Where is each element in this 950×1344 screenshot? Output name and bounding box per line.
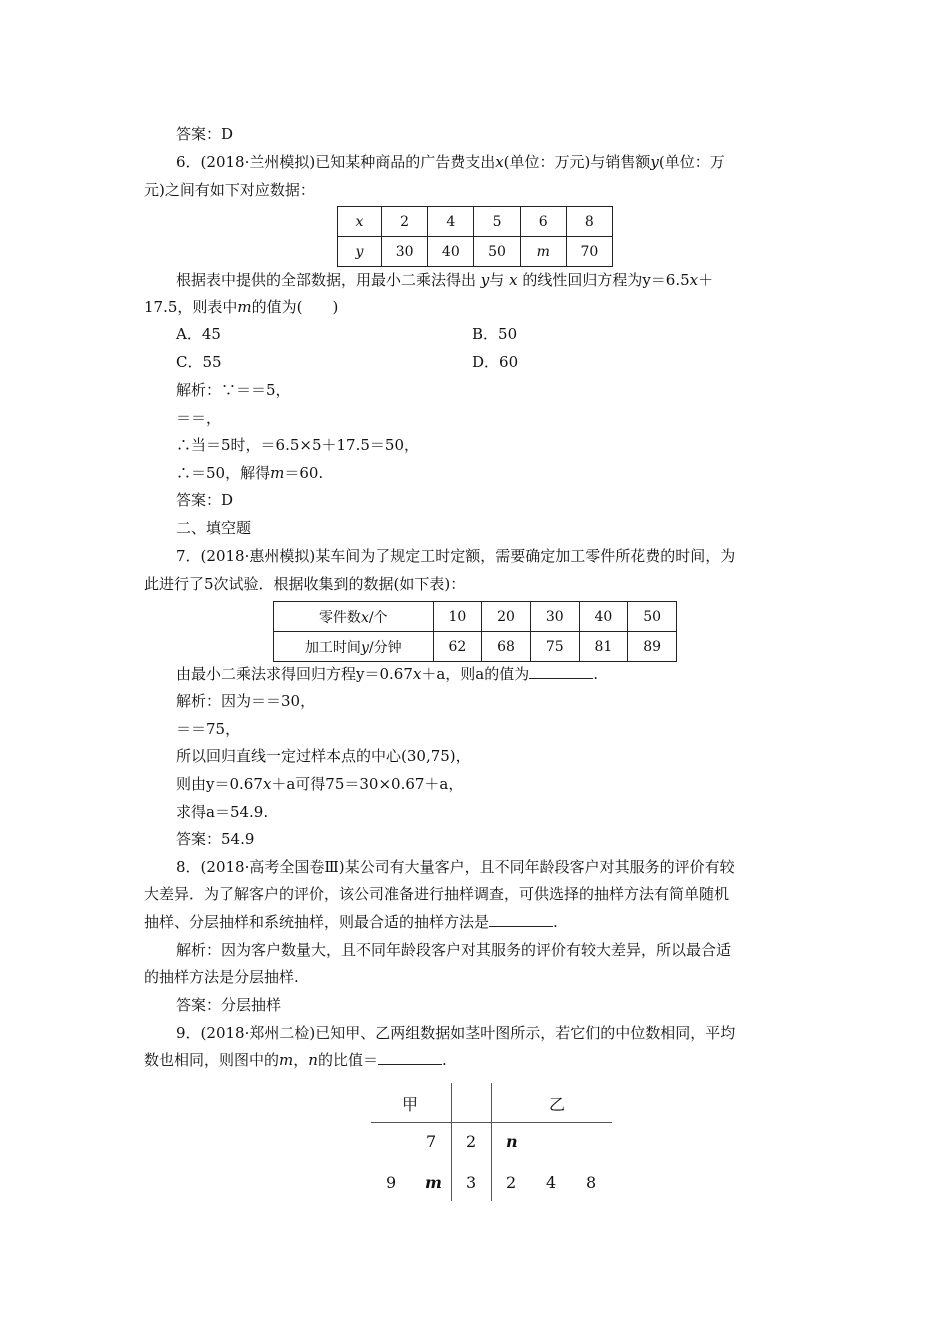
- q6-line4: 17.5，则表中m的值为( ): [144, 298, 339, 316]
- q6-solution-3: ∴当＝5时，＝6.5×5＋17.5＝50，: [176, 436, 419, 454]
- table-row: [274, 632, 677, 662]
- answer-blank: [529, 664, 593, 679]
- plot-divider: [451, 1083, 452, 1201]
- q7-solution-5: 求得a＝54.9.: [176, 803, 269, 821]
- answer-blank: [378, 1050, 442, 1065]
- table-cell: 50: [628, 602, 677, 632]
- option-b: B．50: [472, 325, 518, 343]
- answer-5: 答案：D: [176, 125, 234, 143]
- q7-line1: 7．(2018·惠州模拟)某车间为了规定工时定额，需要确定加工零件所花费的时间，为: [176, 547, 736, 565]
- answer-blank: [489, 912, 553, 927]
- section-heading: 二、填空题: [176, 519, 252, 537]
- q7-solution-2: ＝＝75，: [176, 720, 241, 738]
- q7-solution-3: 所以回归直线一定过样本点的中心(30,75)，: [176, 747, 471, 765]
- table-cell: 81: [579, 632, 628, 662]
- q6-data-table: [337, 206, 613, 267]
- stem-value: 2: [466, 1132, 477, 1151]
- table-cell: m: [520, 237, 566, 267]
- q6-solution-1: 解析：∵＝＝5，: [176, 381, 291, 399]
- leaf-right: 2: [506, 1173, 517, 1192]
- table-cell: y: [338, 237, 382, 267]
- table-row: [338, 207, 613, 237]
- answer-8: 答案：分层抽样: [176, 996, 282, 1014]
- q7-line3: 由最小二乘法求得回归方程y＝0.67x＋a，则a的值为 .: [176, 665, 599, 683]
- q7-solution-1: 解析：因为＝＝30，: [176, 692, 316, 710]
- option-c: C．55: [176, 353, 222, 371]
- table-cell: 30: [530, 602, 579, 632]
- leaf-left: 9: [386, 1173, 397, 1192]
- table-row: [274, 602, 677, 632]
- q7-data-table: [273, 601, 677, 662]
- q7-solution-4: 则由y＝0.67x＋a可得75＝30×0.67＋a，: [176, 775, 464, 793]
- q7-line2: 此进行了5次试验．根据收集到的数据(如下表)：: [144, 575, 466, 593]
- leaf-left: 7: [426, 1132, 437, 1151]
- plot-divider: [491, 1083, 492, 1201]
- table-cell: 75: [530, 632, 579, 662]
- table-cell: 5: [474, 207, 520, 237]
- header-jia: 甲: [402, 1095, 419, 1114]
- q6-solution-2: ＝＝，: [176, 409, 222, 427]
- stem-value: 3: [466, 1173, 477, 1192]
- option-a: A．45: [176, 325, 221, 343]
- header-yi: 乙: [549, 1095, 566, 1114]
- table-cell: 50: [474, 237, 520, 267]
- table-cell: 70: [566, 237, 612, 267]
- table-cell: 68: [482, 632, 531, 662]
- q6-line3: 根据表中提供的全部数据，用最小二乘法得出 y与 x 的线性回归方程为y＝6.5x＋: [176, 271, 714, 289]
- table-cell: 10: [433, 602, 482, 632]
- q8-line2: 大差异．为了解客户的评价，该公司准备进行抽样调查，可供选择的抽样方法有简单随机: [144, 885, 730, 903]
- table-cell: 零件数x/个: [274, 602, 434, 632]
- table-cell: 加工时间y/分钟: [274, 632, 434, 662]
- table-cell: 40: [579, 602, 628, 632]
- table-cell: 89: [628, 632, 677, 662]
- table-cell: 30: [382, 237, 428, 267]
- table-cell: 4: [428, 207, 474, 237]
- q8-line3: 抽样、分层抽样和系统抽样，则最合适的抽样方法是 .: [144, 913, 558, 931]
- table-cell: 40: [428, 237, 474, 267]
- table-cell: x: [338, 207, 382, 237]
- table-cell: 2: [382, 207, 428, 237]
- answer-6: 答案：D: [176, 491, 234, 509]
- table-cell: 62: [433, 632, 482, 662]
- option-d: D．60: [472, 353, 519, 371]
- q6-line2: 元)之间有如下对应数据：: [144, 181, 315, 199]
- q6-solution-4: ∴＝50，解得m＝60.: [176, 464, 324, 482]
- q6-line1: 6．(2018·兰州模拟)已知某种商品的广告费支出x(单位：万元)与销售额y(单位：万: [176, 153, 725, 171]
- q8-solution-1: 解析：因为客户数量大，且不同年龄段客户对其服务的评价有较大差异，所以最合适: [176, 941, 732, 959]
- answer-7: 答案：54.9: [176, 830, 255, 848]
- q8-solution-2: 的抽样方法是分层抽样.: [144, 968, 299, 986]
- q9-line2: 数也相同，则图中的m，n的比值＝ .: [144, 1051, 447, 1069]
- q8-line1: 8．(2018·高考全国卷Ⅲ)某公司有大量客户，且不同年龄段客户对其服务的评价有较: [176, 858, 735, 876]
- leaf-left: m: [425, 1173, 442, 1192]
- table-row: [338, 237, 613, 267]
- leaf-right: 4: [546, 1173, 557, 1192]
- table-cell: 20: [482, 602, 531, 632]
- table-cell: 6: [520, 207, 566, 237]
- table-cell: 8: [566, 207, 612, 237]
- leaf-right: 8: [586, 1173, 597, 1192]
- q9-line1: 9．(2018·郑州二检)已知甲、乙两组数据如茎叶图所示，若它们的中位数相同，平均: [176, 1024, 736, 1042]
- leaf-right: n: [506, 1132, 518, 1151]
